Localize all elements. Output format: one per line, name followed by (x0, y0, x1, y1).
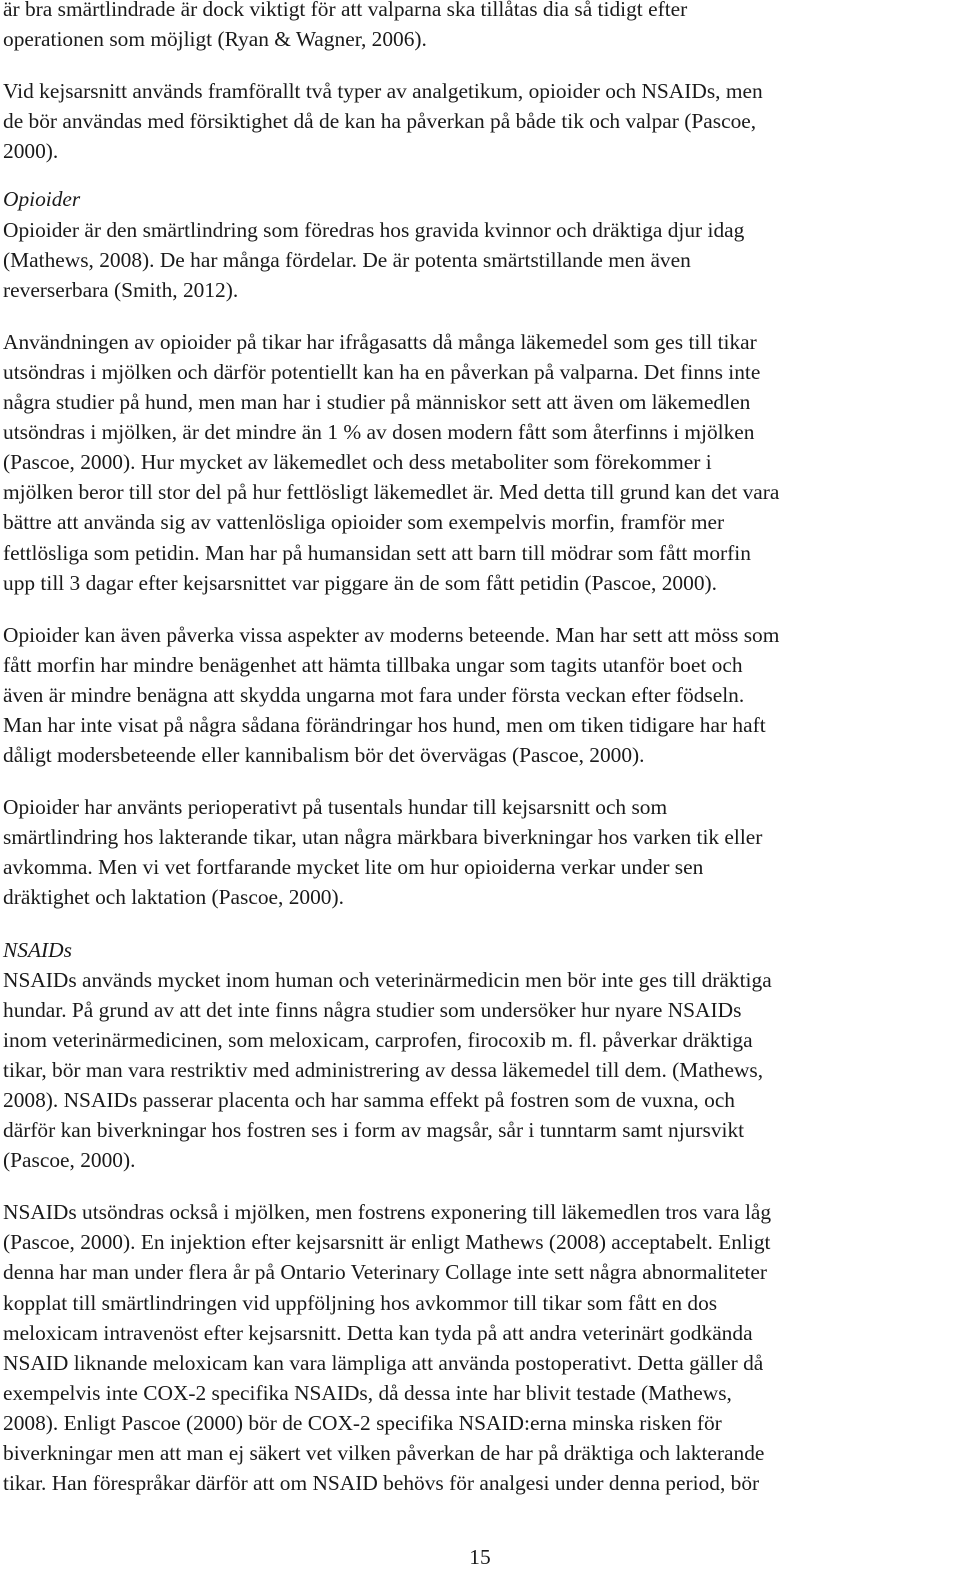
text-line: (Pascoe, 2000). Hur mycket av läkemedlet och dess metaboliter som förekommer i (3, 450, 712, 475)
paragraph (3, 620, 948, 770)
paragraph-gap (3, 166, 948, 184)
text-line: (Pascoe, 2000). En injektion efter kejsarsnitt är enligt Mathews (2008) acceptabelt. Enligt (3, 1230, 771, 1255)
text-line: 2000). (3, 139, 59, 164)
text-line: därför kan biverkningar hos fostren ses i form av magsår, sår i tunntarm samt njursvikt (3, 1118, 745, 1143)
text-line: upp till 3 dagar efter kejsarsnittet var piggare än de som fått petidin (Pascoe, 2000). (3, 570, 717, 595)
text-line: utsöndras i mjölken och därför potentiellt kan ha en påverkan på valparna. Det finns inte (3, 359, 761, 384)
text-line: mjölken beror till stor del på hur fettlösligt läkemedlet är. Med detta till grund kan det vara (3, 480, 780, 505)
text-line: NSAID liknande meloxicam kan vara lämpliga att använda postoperativt. Detta gäller då (3, 1350, 764, 1375)
paragraph (3, 0, 948, 54)
text-line: avkomma. Men vi vet fortfarande mycket lite om hur opioiderna verkar under sen (3, 855, 704, 880)
section-heading: NSAIDs (3, 937, 72, 962)
text-line: Man har inte visat på några sådana förändringar hos hund, men om tiken tidigare har haft (3, 712, 766, 737)
text-line: meloxicam intravenöst efter kejsarsnitt. Detta kan tyda på att andra veterinärt godkända (3, 1320, 753, 1345)
text-line: är bra smärtlindrade är dock viktigt för att valparna ska tillåtas dia så tidigt efter (3, 0, 688, 21)
paragraph-gap (3, 1175, 948, 1197)
text-line: 2008). Enligt Pascoe (2000) bör de COX-2 specifika NSAID:erna minska risken för (3, 1410, 722, 1435)
text-line: Opioider är den smärtlindring som föredras hos gravida kvinnor och dräktiga djur idag (3, 217, 745, 242)
paragraph-gap (3, 305, 948, 327)
text-line: exempelvis inte COX-2 specifika NSAIDs, då dessa inte har blivit testade (Mathews, (3, 1380, 732, 1405)
text-line: de bör användas med försiktighet då de kan ha påverkan på både tik och valpar (Pascoe, (3, 109, 757, 134)
text-line: bättre att använda sig av vattenlösliga opioider som exempelvis morfin, framför mer (3, 510, 725, 535)
text-line: fått morfin har mindre benägenhet att hämta tillbaka ungar som tagits utanför boet och (3, 652, 743, 677)
text-line: inom veterinärmedicinen, som meloxicam, carprofen, firocoxib m. fl. påverkar dräktiga (3, 1027, 753, 1052)
text-line: Opioider har använts perioperativt på tusentals hundar till kejsarsnitt och som (3, 795, 668, 820)
text-line: hundar. På grund av att det inte finns några studier som undersöker hur nyare NSAIDs (3, 997, 742, 1022)
page-number: 15 (469, 1545, 491, 1569)
document-page (3, 0, 948, 1498)
paragraph (3, 76, 948, 166)
text-line: (Pascoe, 2000). (3, 1148, 136, 1173)
paragraph (3, 184, 948, 304)
text-line: Användningen av opioider på tikar har ifrågasatts då många läkemedel som ges till tikar (3, 329, 757, 354)
text-line: 2008). NSAIDs passerar placenta och har samma effekt på fostren som de vuxna, och (3, 1088, 736, 1112)
text-line: reverserbara (Smith, 2012). (3, 277, 239, 302)
text-line: Vid kejsarsnitt används framförallt två typer av analgetikum, opioider och NSAIDs, men (3, 79, 763, 104)
text-line: kopplat till smärtlindringen vid uppföljning hos avkommor till tikar som fått en dos (3, 1290, 718, 1315)
paragraph (3, 1197, 948, 1498)
text-line: utsöndras i mjölken, är det mindre än 1 % av dosen modern fått som återfinns i mjölken (3, 420, 755, 445)
text-line: NSAIDs används mycket inom human och veterinärmedicin men bör inte ges till dräktiga (3, 967, 772, 992)
text-line: (Mathews, 2008). De har många fördelar. De är potenta smärtstillande men även (3, 247, 691, 272)
text-line: även är mindre benägna att skydda ungarna mot fara under första veckan efter födseln. (3, 682, 745, 707)
paragraph-gap (3, 598, 948, 620)
paragraph-gap (3, 913, 948, 935)
text-line: några studier på hund, men man har i studier på människor sett att även om läkemedlen (3, 390, 751, 415)
text-line: dräktighet och laktation (Pascoe, 2000). (3, 885, 344, 910)
paragraph (3, 327, 948, 598)
text-line: tikar, bör man vara restriktiv med administrering av dessa läkemedel till dem. (Mathews, (3, 1057, 764, 1082)
text-line: operationen som möjligt (Ryan & Wagner, 2006). (3, 27, 427, 52)
text-line: fettlösliga som petidin. Man har på humansidan sett att barn till mödrar som fått morfin (3, 540, 751, 565)
paragraph (3, 935, 948, 1176)
paragraph-gap (3, 54, 948, 76)
text-line: NSAIDs utsöndras också i mjölken, men fostrens exponering till läkemedlen tros vara låg (3, 1200, 772, 1225)
text-line: dåligt modersbeteende eller kannibalism bör det övervägas (Pascoe, 2000). (3, 743, 645, 768)
paragraph (3, 792, 948, 912)
text-line: Opioider kan även påverka vissa aspekter av moderns beteende. Man har sett att möss som (3, 622, 780, 647)
text-line: tikar. Han förespråkar därför att om NSAID behövs för analgesi under denna period, bör (3, 1471, 760, 1496)
text-line: denna har man under flera år på Ontario Veterinary Collage inte sett några abnormaliteter (3, 1260, 767, 1285)
text-line: smärtlindring hos lakterande tikar, utan några märkbara biverkningar hos varken tik eller (3, 825, 763, 850)
section-heading: Opioider (3, 187, 81, 212)
paragraph-gap (3, 770, 948, 792)
text-line: biverkningar men att man ej säkert vet vilken påverkan de har på dräktiga och lakterande (3, 1441, 765, 1466)
